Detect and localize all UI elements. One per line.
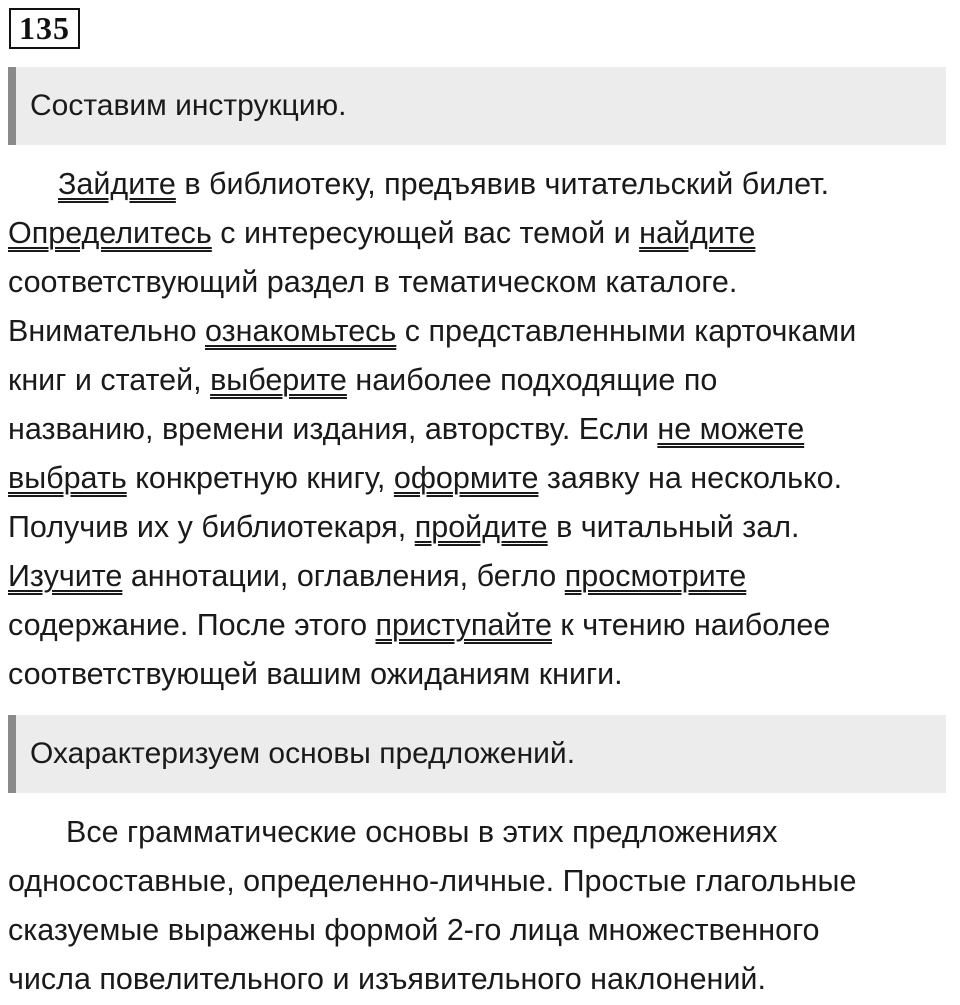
text-segment: наиболее подходящие по (346, 363, 718, 397)
text-segment: с интересующей вас темой и (211, 216, 640, 250)
text-segment: Все грамматические основы в этих предложениях (66, 815, 778, 849)
predicate-word: просмотрите (564, 559, 747, 593)
predicate-word: выбрать (8, 461, 127, 495)
text-segment: аннотации, оглавления, бегло (122, 559, 565, 593)
predicate-word: Зайдите (58, 167, 176, 201)
instruction-paragraph (8, 160, 953, 699)
predicate-word: не можете (657, 412, 805, 446)
text-segment: сказуемые выражены формой 2-го лица множественного (8, 913, 820, 947)
predicate-word: найдите (639, 216, 756, 250)
predicate-word: оформите (393, 461, 539, 495)
predicate-word: приступайте (375, 608, 552, 642)
text-segment: соответствующей вашим ожиданиям книги. (8, 657, 623, 691)
predicate-word: пройдите (414, 510, 548, 544)
text-segment: конкретную книгу, (126, 461, 394, 495)
predicate-word: Изучите (8, 559, 123, 593)
predicate-word: выберите (210, 363, 347, 397)
predicate-word: ознакомьтесь (205, 314, 397, 348)
predicate-word: Определитесь (8, 216, 212, 250)
text-segment: с представленными карточками (396, 314, 857, 348)
text-segment: односоставные, определенно-личные. Простые глагольные (8, 864, 857, 898)
text-segment: книг и статей, (8, 363, 211, 397)
text-segment: заявку на несколько. (538, 461, 843, 495)
text-segment: названию, времени издания, авторству. Если (8, 412, 658, 446)
text-segment: Внимательно (8, 314, 206, 348)
text-segment: в библиотеку, предъявив читательский билет. (175, 167, 830, 201)
text-segment: содержание. После этого (8, 608, 376, 642)
text-segment: числа повелительного и изъявительного наклонений. (8, 962, 766, 996)
section-header-analysis: Охарактеризуем основы предложений. (8, 715, 946, 793)
analysis-paragraph (8, 808, 953, 1004)
text-segment: в читальный зал. (547, 510, 800, 544)
text-segment: соответствующий раздел в тематическом каталоге. (8, 265, 738, 299)
text-segment: Получив их у библиотекаря, (8, 510, 415, 544)
section-header-instruction: Составим инструкцию. (8, 67, 946, 145)
text-segment: к чтению наиболее (551, 608, 831, 642)
task-number-badge: 135 (9, 8, 80, 49)
